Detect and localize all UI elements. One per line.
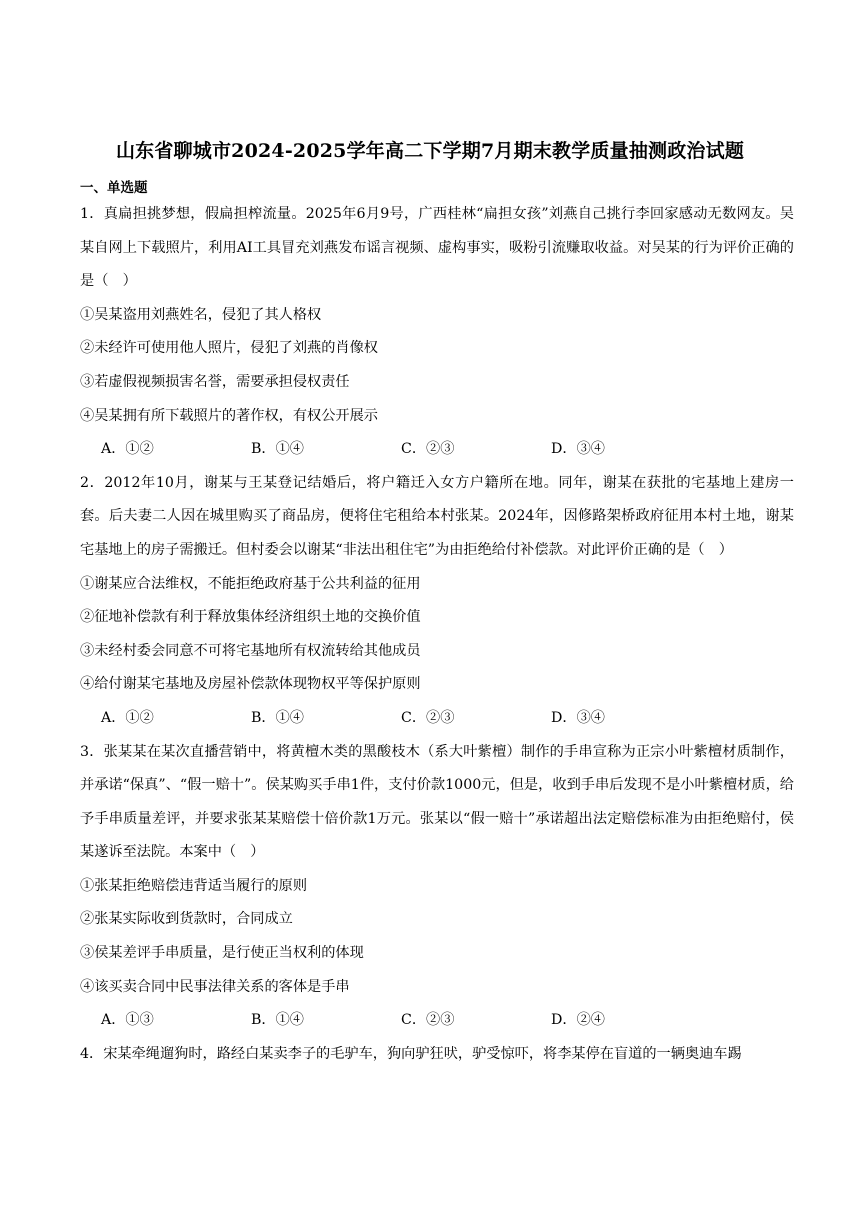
statement-option: ④给付谢某宅基地及房屋补偿款体现物权平等保护原则 — [80, 676, 421, 693]
question-stem: 4．宋某牵绳遛狗时，路经白某卖李子的毛驴车，狗向驴狂吠，驴受惊吓，将李某停在盲道的一辆奥迪车踢 — [80, 1045, 742, 1062]
question-stem: 1．真扁担挑梦想，假扁担榨流量。2025年6月9号，广西桂林“扁担女孩”刘燕自己挑行李回家感动无数网友。吴某自网上下载照片，利用AI工具冒充刘燕发布谣言视频、虚构事实，吸粉引流赚取收益。对吴某的行为评价正确的是（ ） — [80, 206, 794, 290]
statement-option: ①张某拒绝赔偿违背适当履行的原则 — [80, 877, 308, 894]
answer-choice-c: C．②③ — [401, 441, 455, 458]
answer-choice-d: D．②④ — [551, 1012, 605, 1029]
statement-option: ①吴某盗用刘燕姓名，侵犯了其人格权 — [80, 306, 322, 323]
answer-choice-d: D．③④ — [551, 441, 605, 458]
statement-option: ③未经村委会同意不可将宅基地所有权流转给其他成员 — [80, 642, 421, 659]
question-stem: 2．2012年10月，谢某与王某登记结婚后，将户籍迁入女方户籍所在地。同年，谢某在获批的宅基地上建房一套。后夫妻二人因在城里购买了商品房，便将住宅租给本村张某。2024年，因修路架桥政府征用本村土地，谢某宅基地上的房子需搬迁。但村委会以谢某“非法出租住宅”为由拒绝给付补偿款。对此评价正确的是（ ） — [80, 474, 794, 558]
statement-option: ④吴某拥有所下载照片的著作权，有权公开展示 — [80, 407, 378, 424]
answer-choice-b: B．①④ — [251, 709, 304, 726]
statement-option: ③侯某差评手串质量，是行使正当权利的体现 — [80, 945, 364, 962]
question-stem: 3．张某某在某次直播营销中，将黄檀木类的黑酸枝木（系大叶紫檀）制作的手串宣称为正宗小叶紫檀材质制作，并承诺“保真”、“假一赔十”。侯某购买手串1件，支付价款1000元，但是，收到手串后发现不是小叶紫檀材质，给予手串质量差评，并要求张某某赔偿十倍价款1万元。张某以“假一赔十”承诺超出法定赔偿标准为由拒绝赔付，侯某遂诉至法院。本案中（ ） — [80, 743, 794, 861]
question-3 — [80, 736, 794, 1038]
statement-option: ③若虚假视频损害名誉，需要承担侵权责任 — [80, 373, 350, 390]
question-1 — [80, 198, 794, 467]
answer-choice-a: A．①② — [101, 441, 154, 458]
answer-choices — [80, 433, 794, 467]
statement-option: ②征地补偿款有利于释放集体经济组织土地的交换价值 — [80, 609, 421, 626]
question-4 — [80, 1038, 794, 1072]
answer-choices — [80, 702, 794, 736]
answer-choice-a: A．①③ — [101, 1012, 154, 1029]
questions-container — [80, 198, 794, 1071]
statement-option: ②未经许可使用他人照片，侵犯了刘燕的肖像权 — [80, 340, 378, 357]
answer-choice-c: C．②③ — [401, 709, 455, 726]
statement-option: ②张某实际收到货款时，合同成立 — [80, 911, 293, 928]
answer-choice-a: A．①② — [101, 709, 154, 726]
section-heading: 一、单选题 — [80, 180, 148, 196]
statement-option: ①谢某应合法维权，不能拒绝政府基于公共利益的征用 — [80, 575, 421, 592]
question-2 — [80, 467, 794, 736]
answer-choices — [80, 1004, 794, 1038]
answer-choice-c: C．②③ — [401, 1012, 455, 1029]
statement-option: ④该买卖合同中民事法律关系的客体是手串 — [80, 978, 350, 995]
document-title: 山东省聊城市2024-2025学年高二下学期7月期末教学质量抽测政治试题 — [115, 140, 745, 162]
answer-choice-d: D．③④ — [551, 709, 605, 726]
answer-choice-b: B．①④ — [251, 1012, 304, 1029]
answer-choice-b: B．①④ — [251, 441, 304, 458]
